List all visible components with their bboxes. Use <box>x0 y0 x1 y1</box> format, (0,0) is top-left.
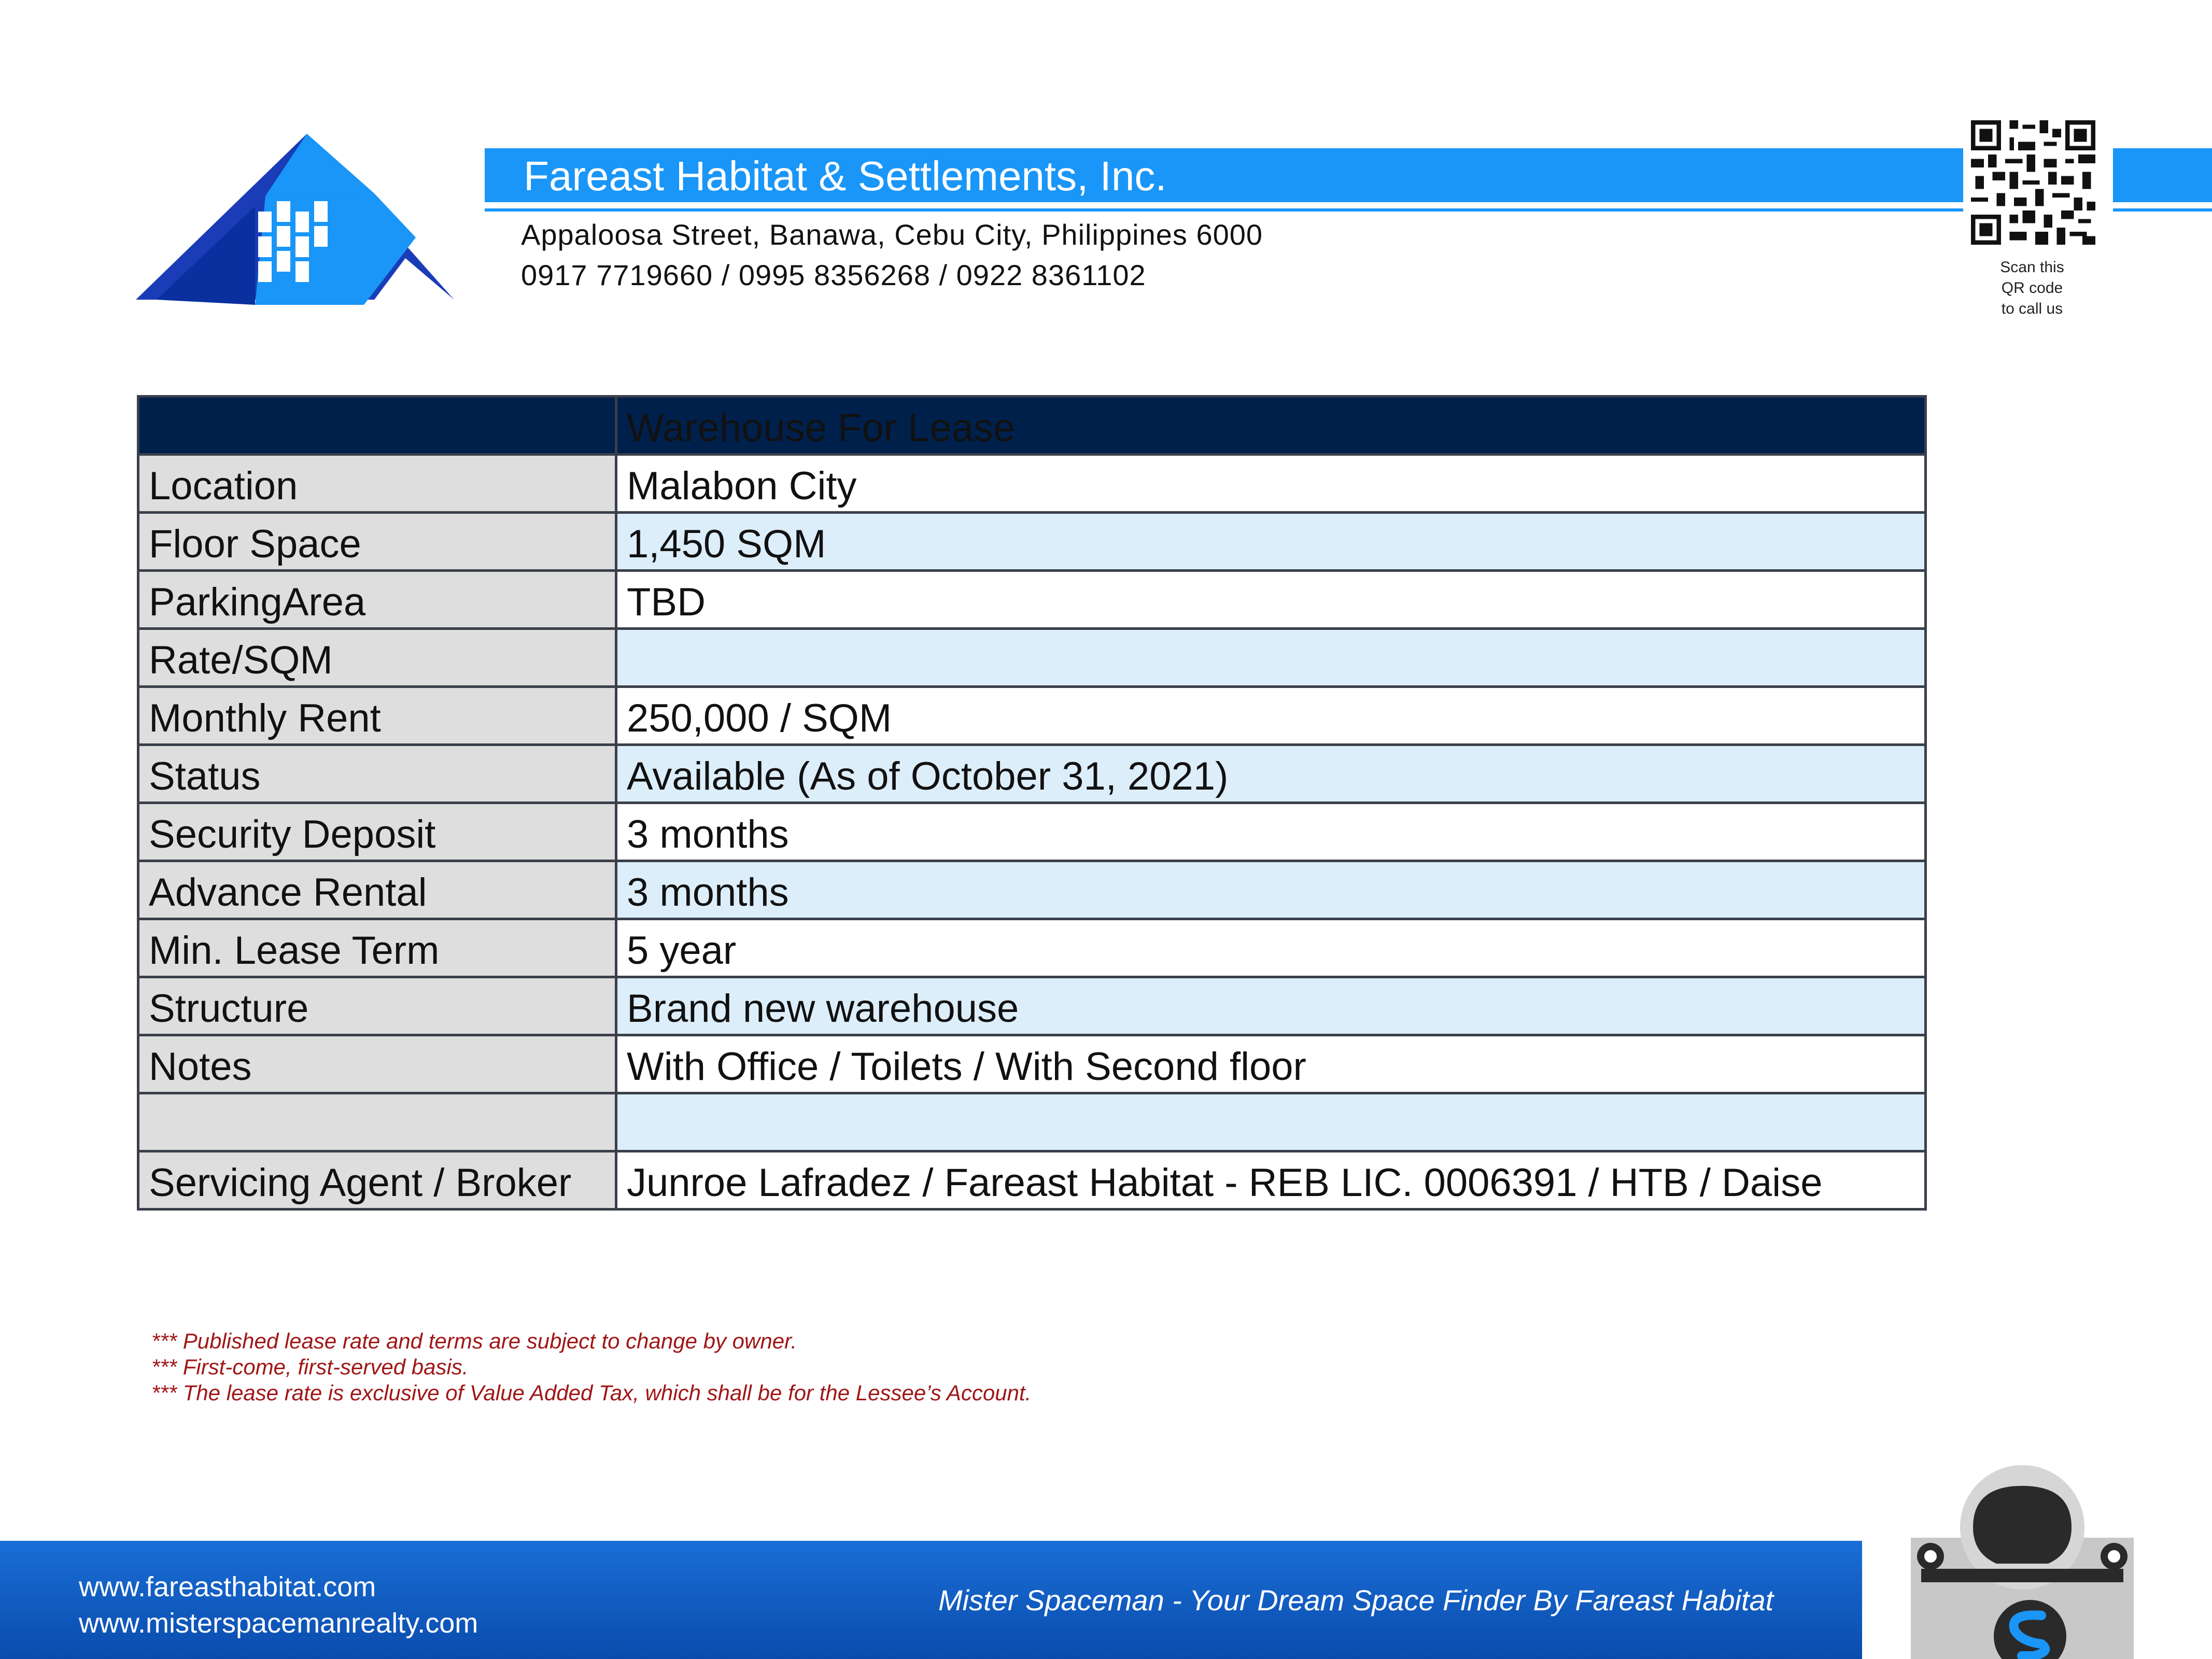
row-value: Junroe Lafradez / Fareast Habitat - REB LIC. 0006391 / HTB / Daise <box>616 1151 1926 1210</box>
table-row <box>138 571 1926 629</box>
header-band-right <box>2113 148 2212 202</box>
website-link[interactable]: www.fareasthabitat.com <box>79 1571 376 1602</box>
disclaimer-line: *** First-come, first-served basis. <box>151 1355 469 1379</box>
listing-title: Warehouse For Lease <box>616 397 1926 455</box>
row-value: TBD <box>616 571 1926 629</box>
row-label <box>138 1093 616 1151</box>
table-row <box>138 977 1926 1035</box>
row-value: 5 year <box>616 919 1926 977</box>
row-label: ParkingArea <box>138 571 616 629</box>
table-row <box>138 861 1926 919</box>
row-label: Structure <box>138 977 616 1035</box>
table-row <box>138 1151 1926 1210</box>
qr-code[interactable] <box>1971 120 2095 245</box>
table-row <box>138 1035 1926 1093</box>
row-value: Available (As of October 31, 2021) <box>616 745 1926 803</box>
row-value <box>616 1093 1926 1151</box>
row-value: Malabon City <box>616 455 1926 513</box>
table-row <box>138 919 1926 977</box>
row-label: Rate/SQM <box>138 629 616 687</box>
row-label: Servicing Agent / Broker <box>138 1151 616 1210</box>
company-logo <box>136 134 454 305</box>
row-label: Security Deposit <box>138 803 616 861</box>
company-name: Fareast Habitat & Settlements, Inc. <box>524 153 1167 199</box>
header-rule-right <box>2113 208 2212 212</box>
qr-caption: Scan this QR code to call us <box>2000 259 2064 317</box>
disclaimer-line: *** The lease rate is exclusive of Value Added Tax, which shall be for the Lessee’s Account. <box>151 1381 1032 1405</box>
row-value: 1,450 SQM <box>616 513 1926 571</box>
listing-table <box>137 395 1927 1211</box>
table-row <box>138 745 1926 803</box>
website-link-secondary[interactable]: www.misterspacemanrealty.com <box>79 1608 478 1639</box>
company-phones: 0917 7719660 / 0995 8356268 / 0922 8361102 <box>521 259 1146 291</box>
footer-tagline: Mister Spaceman - Your Dream Space Finder By Fareast Habitat <box>938 1584 1774 1616</box>
table-row <box>138 687 1926 745</box>
row-label: Monthly Rent <box>138 687 616 745</box>
row-value: Brand new warehouse <box>616 977 1926 1035</box>
row-label: Location <box>138 455 616 513</box>
row-label: Min. Lease Term <box>138 919 616 977</box>
row-value: 3 months <box>616 803 1926 861</box>
header-rule <box>485 208 1963 212</box>
row-label: Floor Space <box>138 513 616 571</box>
row-value: 250,000 / SQM <box>616 687 1926 745</box>
table-header-row <box>138 397 1926 455</box>
row-label: Notes <box>138 1035 616 1093</box>
company-address: Appaloosa Street, Banawa, Cebu City, Philippines 6000 <box>521 218 1263 251</box>
table-row <box>138 513 1926 571</box>
row-label: Advance Rental <box>138 861 616 919</box>
row-value: 3 months <box>616 861 1926 919</box>
row-value <box>616 629 1926 687</box>
table-row <box>138 1093 1926 1151</box>
disclaimer-line: *** Published lease rate and terms are subject to change by owner. <box>151 1329 797 1353</box>
row-value: With Office / Toilets / With Second floor <box>616 1035 1926 1093</box>
disclaimers <box>151 1328 1031 1406</box>
table-row <box>138 629 1926 687</box>
table-header-blank <box>138 397 616 455</box>
table-row <box>138 455 1926 513</box>
table-row <box>138 803 1926 861</box>
spaceman-mascot-icon <box>1911 1465 2134 1659</box>
row-label: Status <box>138 745 616 803</box>
